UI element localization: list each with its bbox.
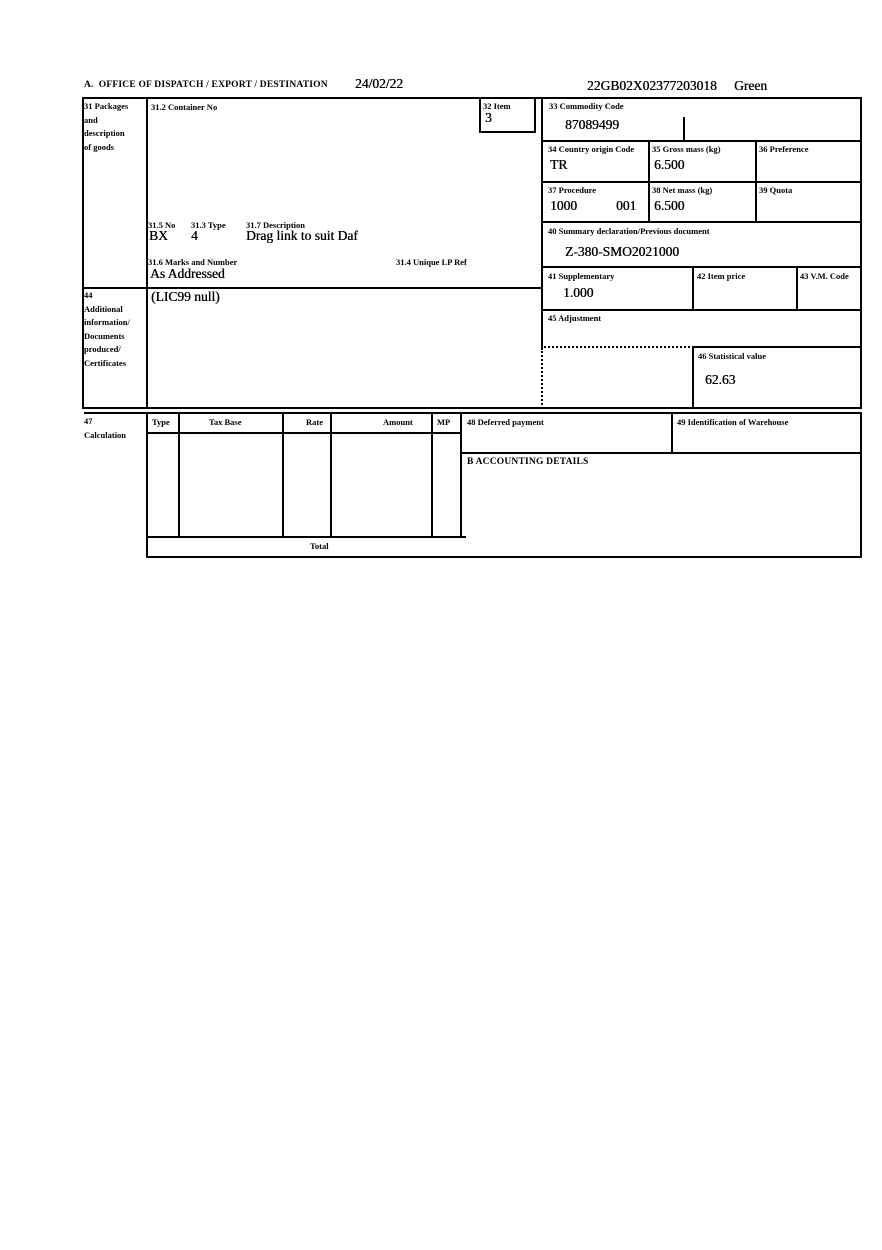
form-border-right-lower [860, 412, 862, 558]
box39-quota-label: 39 Quota [759, 185, 793, 195]
form-border-right-upper [860, 97, 862, 409]
form-border-bottom [146, 556, 862, 558]
box46-border-top [692, 346, 862, 348]
form-border-top [82, 97, 862, 99]
box37-row-border-bottom [541, 221, 862, 223]
box34-row-border-bottom [541, 181, 862, 183]
box31-7-description-label: 31.7 Description [246, 220, 306, 230]
label-column-divider-upper [146, 97, 148, 409]
box33-commodity-code-label: 33 Commodity Code [549, 101, 624, 111]
box34-box35-divider [648, 140, 650, 223]
calc-column-header-tax-base: Tax Base [209, 417, 242, 427]
box44-label-line: 44 [84, 290, 93, 300]
box45-border-bottom-dotted [541, 346, 694, 348]
office-of-dispatch-title: A. OFFICE OF DISPATCH / EXPORT / DESTINATION [84, 80, 328, 90]
upper-section-border-bottom [82, 407, 862, 409]
box33-inner-divider [683, 117, 685, 142]
calc-column-header-amount: Amount [383, 417, 413, 427]
box41-box42-divider [692, 266, 694, 311]
movement-reference-number: 22GB02X02377203018 [587, 78, 717, 93]
calc-header-row-border-bottom [146, 432, 462, 434]
box31-label-line: and [84, 114, 98, 125]
calc-column-header-mp: MP [437, 417, 451, 427]
box40-summary-declaration-value: Z-380-SMO2021000 [565, 244, 679, 259]
box31-6-marks-label: 31.6 Marks and Number [148, 257, 238, 267]
box31-6-marks-value: As Addressed [150, 266, 225, 281]
box32-border-bottom [479, 131, 536, 133]
box46-statistical-value: 62.63 [705, 372, 736, 387]
box31-3-type-label: 31.3 Type [191, 220, 226, 230]
box48-box49-divider [671, 412, 673, 454]
box48-row-border-bottom [460, 452, 862, 454]
box37-procedure-value2: 001 [616, 198, 637, 213]
center-column-divider-dotted [541, 348, 543, 409]
box44-label-line: Documents [84, 330, 125, 341]
box38-net-mass-value: 6.500 [654, 198, 685, 213]
box34-country-origin-label: 34 Country origin Code [548, 144, 635, 154]
box42-item-price-label: 42 Item price [697, 271, 746, 281]
box33-commodity-code-value: 87089499 [565, 117, 619, 132]
box41-supplementary-label: 41 Supplementary [548, 271, 615, 281]
calc-type-column-divider [178, 412, 180, 538]
calc-column-header-type: Type [152, 417, 170, 427]
box31-label [84, 100, 128, 154]
box47-label [84, 415, 126, 442]
box44-label-line: produced/ [84, 344, 121, 354]
box32-border-left [479, 97, 481, 133]
calc-rate-column-divider [330, 412, 332, 538]
box31-2-container-label: 31.2 Container No [151, 102, 218, 112]
calc-table-border-right [460, 412, 462, 538]
box35-box36-divider [755, 140, 757, 223]
box31-5-no-value: BX [149, 228, 168, 243]
box34-country-origin-value: TR [550, 157, 568, 172]
box37-procedure-label: 37 Procedure [548, 185, 597, 195]
box41-supplementary-value: 1.000 [563, 285, 594, 300]
box49-warehouse-label: 49 Identification of Warehouse [677, 417, 789, 427]
box38-net-mass-label: 38 Net mass (kg) [652, 185, 713, 195]
box41-row-border-bottom [541, 309, 862, 311]
box36-preference-label: 36 Preference [759, 144, 809, 154]
box47-label-line: 47 [84, 416, 93, 426]
box32-item-value: 3 [485, 110, 492, 125]
calc-amount-column-divider [431, 412, 433, 538]
box31-7-description-value: Drag link to suit Daf [246, 228, 358, 243]
box40-summary-declaration-label: 40 Summary declaration/Previous document [548, 226, 710, 236]
box44-label [84, 289, 130, 370]
box40-border-bottom [541, 266, 862, 268]
calc-table-border-bottom [146, 536, 466, 538]
box47-label-line: Calculation [84, 429, 127, 440]
box31-label-line: description [84, 128, 125, 138]
calc-taxbase-column-divider [282, 412, 284, 538]
box45-adjustment-label: 45 Adjustment [548, 313, 602, 323]
calc-total-label: Total [310, 541, 329, 551]
box35-gross-mass-value: 6.500 [654, 157, 685, 172]
box48-deferred-payment-label: 48 Deferred payment [467, 417, 544, 427]
box44-documents-value: (LIC99 null) [151, 289, 220, 304]
box44-label-line: Certificates [84, 357, 127, 368]
box31-label-line: of goods [84, 141, 114, 152]
box31-5-no-label: 31.5 No [148, 220, 176, 230]
box35-gross-mass-label: 35 Gross mass (kg) [652, 144, 721, 154]
box31-4-unique-lp-ref-label: 31.4 Unique LP Ref [396, 257, 467, 267]
lower-section-border-top [84, 412, 862, 414]
accounting-details-label: B ACCOUNTING DETAILS [467, 457, 589, 467]
box46-border-left [692, 346, 694, 409]
box42-box43-divider [796, 266, 798, 311]
box33-border-bottom [541, 140, 862, 142]
box32-item-label: 32 Item [483, 101, 511, 111]
box46-statistical-value-label: 46 Statistical value [698, 351, 766, 361]
box31-3-type-value: 4 [191, 228, 198, 243]
box44-label-line: Additional [84, 303, 123, 314]
box31-label-line: 31 Packages [84, 101, 129, 111]
box37-procedure-value: 1000 [550, 198, 577, 213]
box43-vm-code-label: 43 V.M. Code [800, 271, 849, 281]
box44-label-line: information/ [84, 317, 130, 327]
routing-status: Green [734, 78, 767, 93]
box32-border-right [534, 97, 536, 133]
declaration-date: 24/02/22 [355, 76, 404, 91]
calc-column-header-rate: Rate [306, 417, 323, 427]
